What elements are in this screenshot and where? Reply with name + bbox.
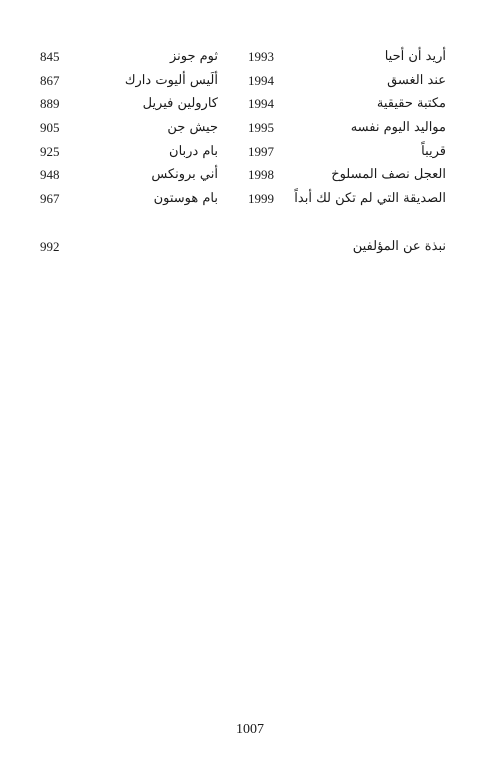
entry-year: 1997 xyxy=(248,143,274,159)
entry-year: 1995 xyxy=(248,120,274,136)
entry-year: 1994 xyxy=(248,96,274,112)
toc-entry-about-authors xyxy=(0,235,500,259)
entry-page: 948 xyxy=(40,167,60,183)
toc-entry xyxy=(0,140,500,164)
toc-entry xyxy=(0,116,500,140)
toc-entry xyxy=(0,187,500,211)
toc-entry xyxy=(0,45,500,69)
entry-title: العجل نصف المسلوخ xyxy=(331,167,446,183)
entry-year: 1999 xyxy=(248,191,274,207)
table-of-contents xyxy=(0,45,500,259)
entry-title: أريد أن أحيا xyxy=(384,49,446,64)
section-gap xyxy=(0,211,500,235)
entry-page: 905 xyxy=(40,120,60,136)
entry-author: أني برونكس xyxy=(151,167,218,183)
entry-author: كارولين فيريل xyxy=(142,96,218,112)
entry-page: 967 xyxy=(40,191,60,207)
entry-title: قريباً xyxy=(421,143,446,159)
toc-entry xyxy=(0,92,500,116)
toc-entry xyxy=(0,69,500,93)
entry-year: 1994 xyxy=(248,72,274,88)
entry-page: 845 xyxy=(40,49,60,64)
entry-page: 992 xyxy=(40,238,60,254)
entry-author: ألَيس أليوت دارك xyxy=(124,72,218,88)
entry-title: نبذة عن المؤلفين xyxy=(352,238,446,254)
entry-title: مكتبة حقيقية xyxy=(376,96,446,112)
page-number: 1007 xyxy=(236,722,264,737)
entry-year: 1998 xyxy=(248,167,274,183)
entry-author: بام دربان xyxy=(169,143,218,159)
entry-author: ثوم جونز xyxy=(169,49,218,64)
entry-title: الصديقة التي لم تكن لك أبداً xyxy=(294,191,446,207)
entry-year: 1993 xyxy=(248,49,274,64)
entry-title: عند الغسق xyxy=(387,72,446,88)
toc-entry xyxy=(0,163,500,187)
entry-page: 867 xyxy=(40,72,60,88)
entry-title: مواليد اليوم نفسه xyxy=(350,120,446,136)
entry-page: 925 xyxy=(40,143,60,159)
entry-author: جيش جن xyxy=(167,120,218,136)
entry-author: بام هوستون xyxy=(153,191,218,207)
entry-page: 889 xyxy=(40,96,60,112)
